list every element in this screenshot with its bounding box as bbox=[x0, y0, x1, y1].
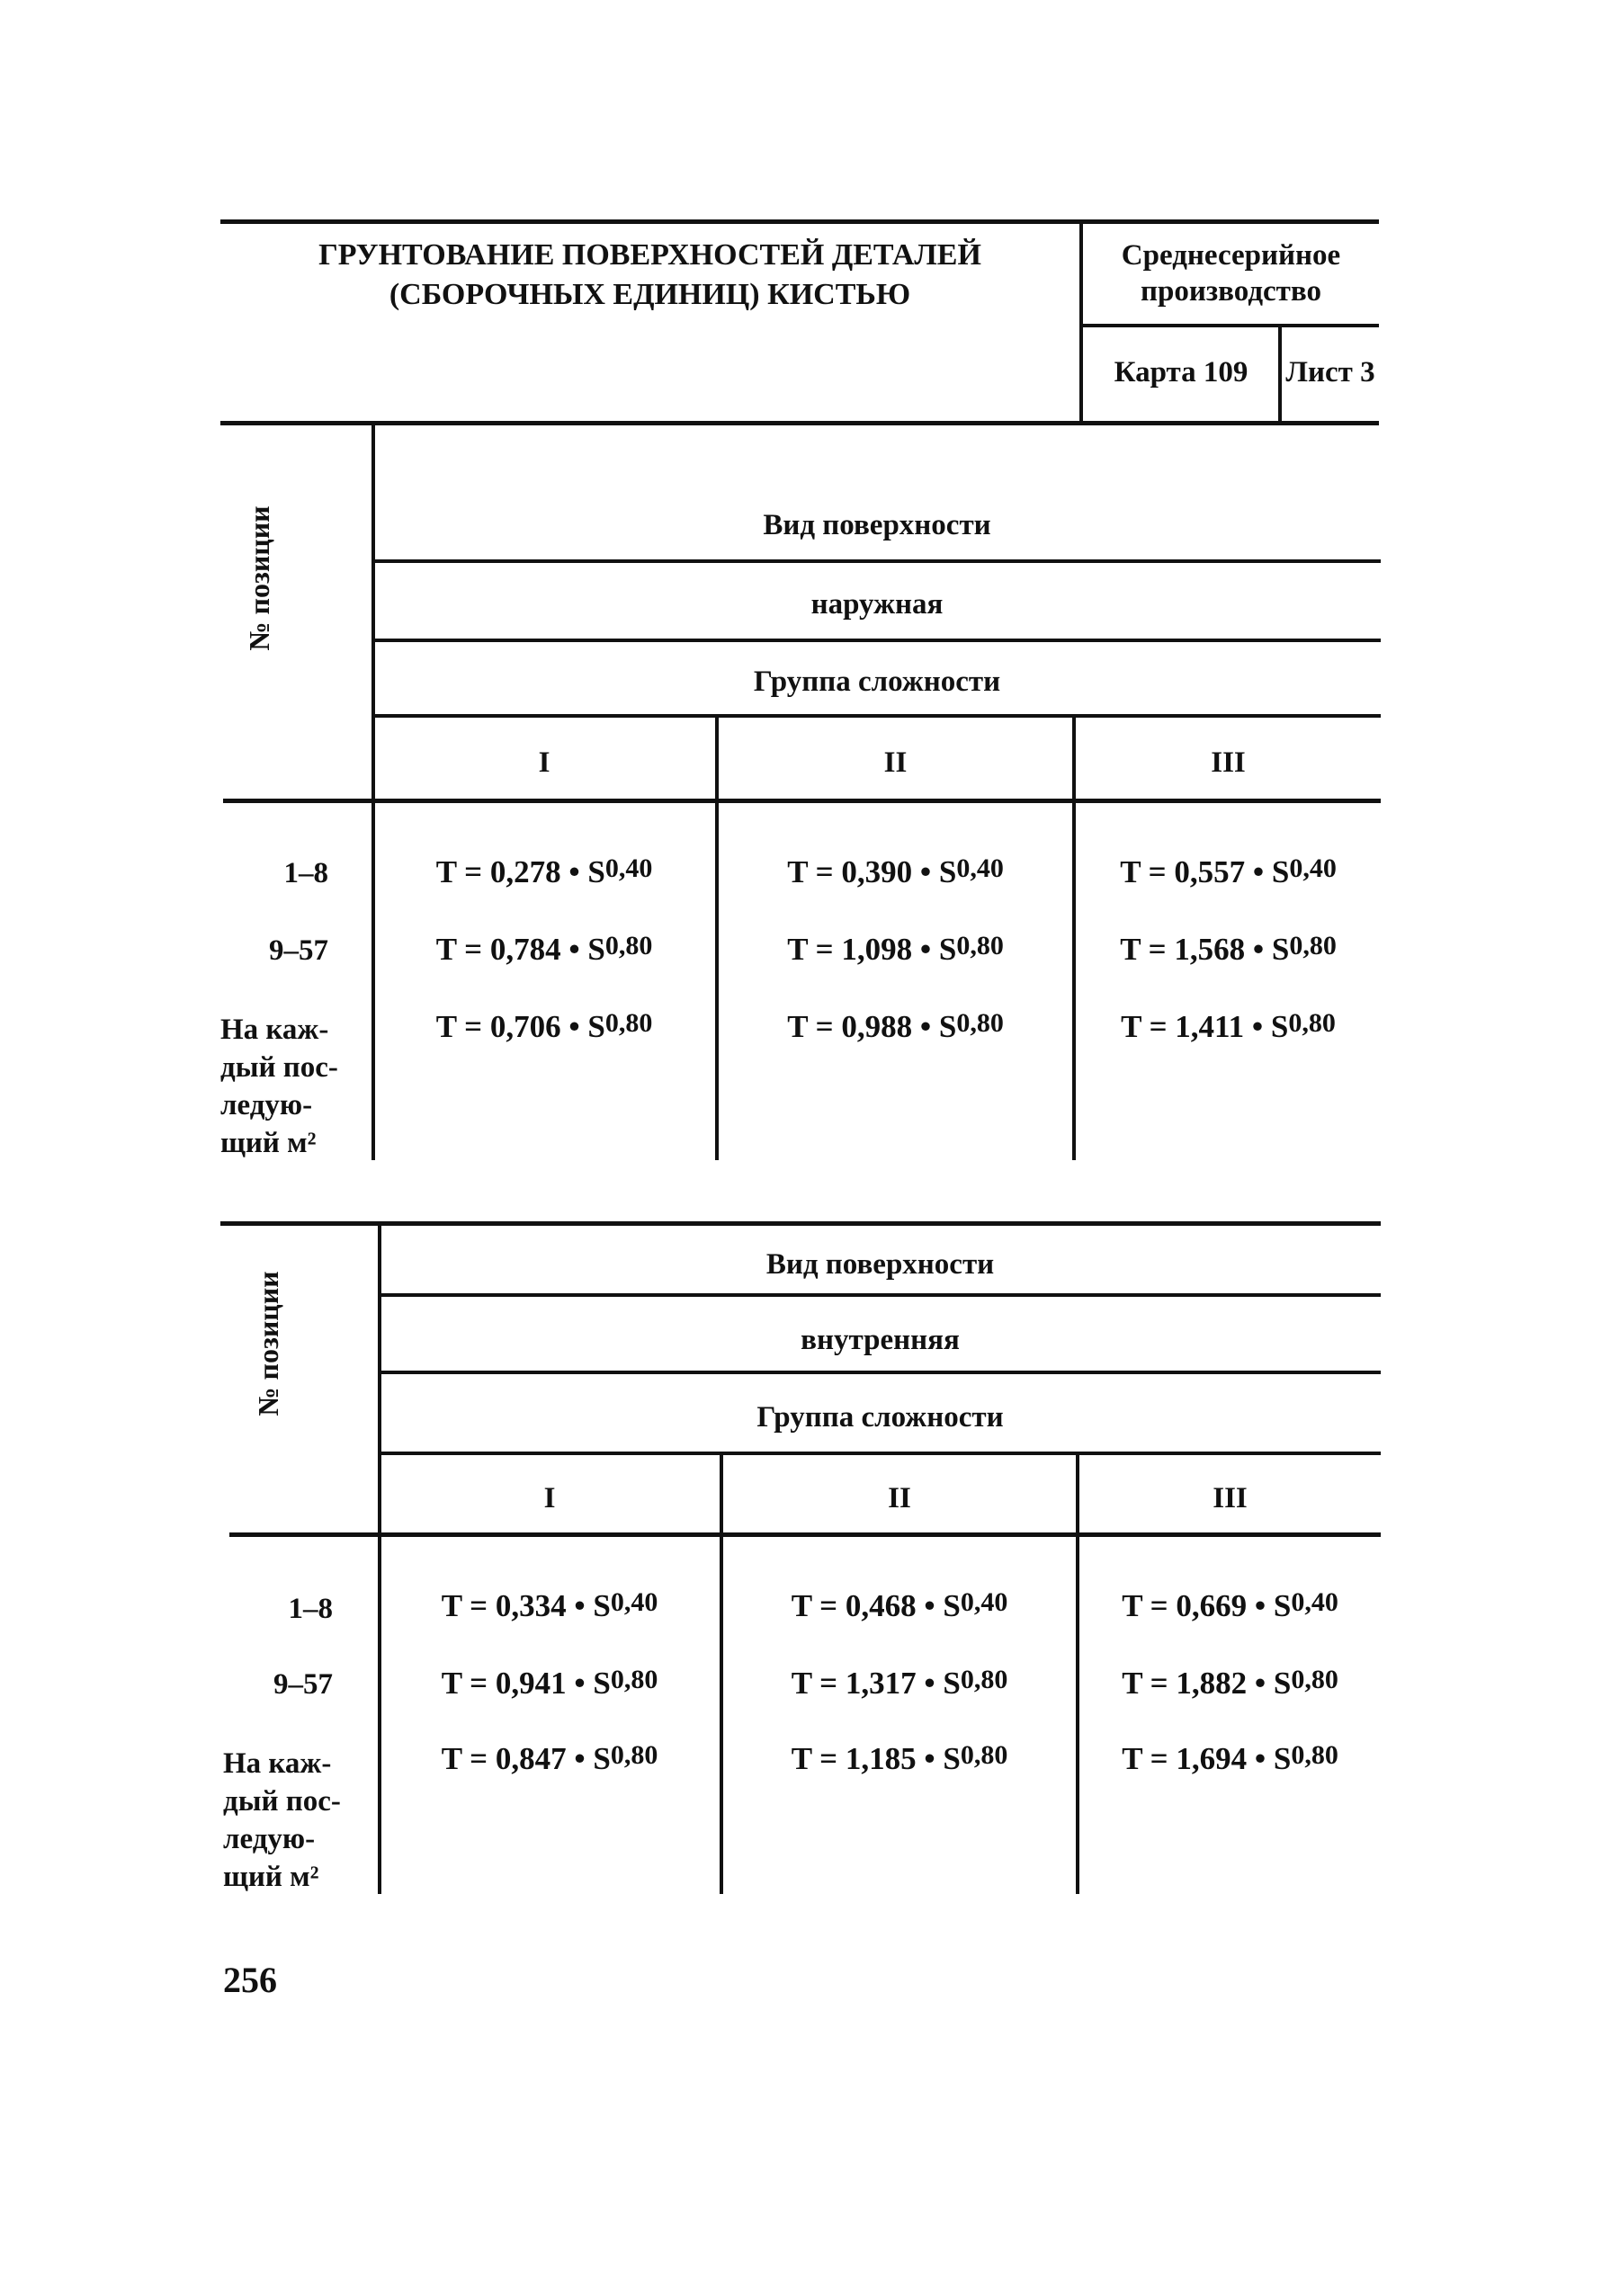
group-col-2: II bbox=[888, 1482, 911, 1514]
pos-header: № позиции bbox=[243, 505, 275, 651]
row-pos-2: 9–57 bbox=[269, 934, 328, 967]
formula-cell: T = 0,334 • S$^{0,40}$ bbox=[441, 1587, 658, 1623]
rule-body bbox=[229, 1532, 1381, 1537]
group-col-3: III bbox=[1213, 1482, 1248, 1514]
document-title bbox=[220, 236, 1079, 315]
group-col-1: I bbox=[543, 1482, 556, 1514]
production-line-1: Среднесерийное bbox=[1121, 239, 1341, 272]
row-pos-3: На каж- дый пос- ледую- щий м² bbox=[220, 1014, 338, 1159]
rule-type bbox=[373, 639, 1381, 642]
page-number: 256 bbox=[223, 1960, 277, 2000]
production-line-2: производство bbox=[1141, 275, 1321, 308]
formula-cell: T = 0,847 • S$^{0,80}$ bbox=[441, 1740, 658, 1776]
formula-cell: T = 0,390 • S$^{0,40}$ bbox=[787, 853, 1004, 889]
rule-body bbox=[223, 799, 1381, 803]
group-header: Группа сложности bbox=[753, 666, 1001, 698]
surface-header: Вид поверхности bbox=[765, 1248, 995, 1281]
title-line-1: ГРУНТОВАНИЕ ПОВЕРХНОСТЕЙ ДЕТАЛЕЙ bbox=[318, 238, 981, 272]
formula-cell: T = 1,098 • S$^{0,80}$ bbox=[787, 931, 1004, 967]
formula-cell: T = 1,694 • S$^{0,80}$ bbox=[1122, 1740, 1338, 1776]
surface-type: наружная bbox=[810, 588, 944, 621]
group-col-1: I bbox=[538, 746, 550, 779]
formula-cell: T = 0,988 • S$^{0,80}$ bbox=[787, 1008, 1004, 1044]
header-top-rule bbox=[220, 219, 1379, 224]
row-pos-2: 9–57 bbox=[273, 1668, 333, 1701]
card-number: Карта 109 bbox=[1114, 356, 1248, 389]
title-line-2: (СБОРОЧНЫХ ЕДИНИЦ) КИСТЬЮ bbox=[389, 278, 911, 311]
formula-cell: T = 1,882 • S$^{0,80}$ bbox=[1122, 1665, 1338, 1701]
surface-type: внутренняя bbox=[801, 1324, 960, 1356]
sheet-number: Лист 3 bbox=[1285, 356, 1375, 389]
table2-top-rule bbox=[220, 1221, 1381, 1226]
formula-cell: T = 1,568 • S$^{0,80}$ bbox=[1120, 931, 1337, 967]
formula-cell: T = 1,317 • S$^{0,80}$ bbox=[791, 1665, 1008, 1701]
row-pos-3: На каж- дый пос- ледую- щий м² bbox=[223, 1747, 341, 1893]
formula-cell: T = 1,185 • S$^{0,80}$ bbox=[791, 1740, 1008, 1776]
row-pos-1: 1–8 bbox=[283, 857, 328, 889]
formula-cell: T = 1,411 • S$^{0,80}$ bbox=[1121, 1008, 1336, 1044]
row-pos-1: 1–8 bbox=[288, 1593, 333, 1625]
group-header: Группа сложности bbox=[756, 1401, 1004, 1434]
pos-header: № позиции bbox=[252, 1271, 284, 1416]
formula-cell: T = 0,941 • S$^{0,80}$ bbox=[441, 1665, 658, 1701]
rule-group bbox=[373, 714, 1381, 718]
formula-cell: T = 0,784 • S$^{0,80}$ bbox=[435, 931, 653, 967]
header-bottom-rule bbox=[220, 421, 1379, 425]
formula-cell: T = 0,278 • S$^{0,40}$ bbox=[435, 853, 653, 889]
production-rule bbox=[1079, 324, 1379, 327]
formula-cell: T = 0,557 • S$^{0,40}$ bbox=[1120, 853, 1337, 889]
group-col-3: III bbox=[1211, 746, 1246, 779]
group-col-2: II bbox=[883, 746, 908, 779]
formula-cell: T = 0,706 • S$^{0,80}$ bbox=[435, 1008, 653, 1044]
rule-type bbox=[380, 1371, 1381, 1374]
rule-group bbox=[380, 1452, 1381, 1455]
surface-header: Вид поверхности bbox=[763, 509, 991, 541]
formula-cell: T = 0,669 • S$^{0,40}$ bbox=[1122, 1587, 1338, 1623]
production-type bbox=[1083, 237, 1379, 309]
formula-cell: T = 0,468 • S$^{0,40}$ bbox=[791, 1587, 1008, 1623]
rule-surface bbox=[373, 559, 1381, 563]
rule-surface bbox=[380, 1293, 1381, 1297]
